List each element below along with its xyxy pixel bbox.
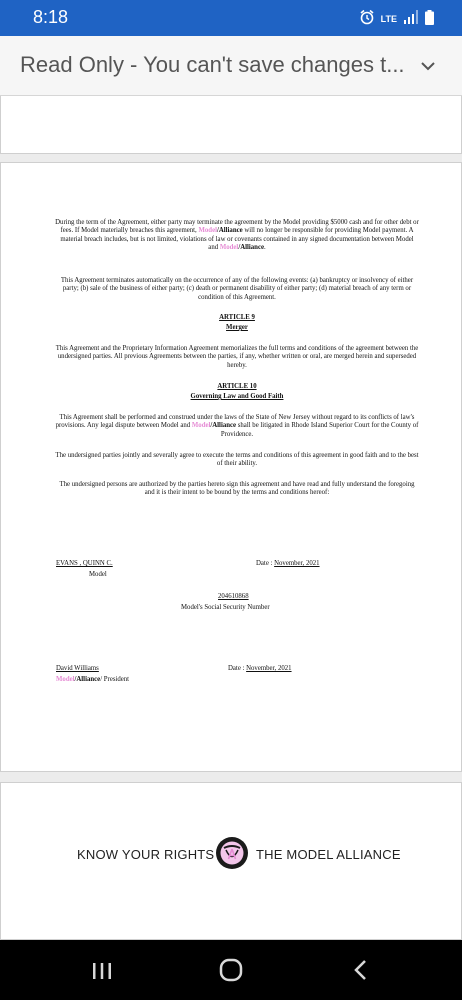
ssn-label: Model's Social Security Number [181,604,270,611]
read-only-message: Read Only - You can't save changes t... [20,52,405,77]
article-9-number: ARTICLE 9 [219,314,255,321]
model-alliance-logo-icon [216,837,248,869]
footer [1,835,462,871]
status-time: 8:18 [33,7,69,27]
recent-apps-icon[interactable] [82,954,122,986]
model-label: Model [191,422,211,430]
alarm-icon [359,9,375,30]
signature-2-date [228,665,292,673]
signal-icon [403,10,419,29]
signature-1-name: EVANS , QUINN C. [56,560,113,567]
article-10-number: ARTICLE 10 [217,383,257,390]
article-9-title: Merger [226,324,248,331]
lte-icon: LTE [380,14,397,24]
read-only-bar[interactable] [0,36,462,96]
document-page-footer [0,782,462,940]
date-value: November, 2021 [274,560,320,567]
governing-law-paragraph [55,414,419,439]
article-10-title: Governing Law and Good Faith [190,393,284,400]
date-label: Date : [256,560,275,567]
footer-right-text: THE MODEL ALLIANCE [256,847,401,862]
date-label: Date : [228,665,247,672]
authorization-paragraph: The undersigned persons are authorized by the parties hereto sign this agreement and have read and fully understand the foregoing and it is their intent to be bound by the terms and conditions hereof: [59,481,415,497]
auto-termination-paragraph: This Agreement terminates automatically on the occurrence of any of the following events: (a) bankruptcy or insolvency of either party; (b) sale of the business of either party; (c) death or permanent disability of either party; (d) material breach of any term or condition of this Agreement. [60,277,414,301]
date-value: November, 2021 [246,665,292,672]
para-text: will no longer be responsible for providing Model payment. A material breach includes, but is not limited, violations of law or covenants contained in any signed documentation between Model and [60,227,414,252]
merger-paragraph: This Agreement and the Proprietary Information Agreement memorializes the full terms and conditions of the agreement between the undersigned parties. All previous Agreements between the parties, if any, whether written or oral, are merged herein and superseded hereby. [55,345,419,369]
status-icons [359,9,434,30]
para-text: During the term of the Agreement, either party may terminate the agreement by the Model providing $5000 cash and for other debt or fees. If Model materially breaches this agreement, [55,219,419,235]
role-text: / President [100,676,130,683]
chevron-down-icon[interactable] [420,58,436,76]
alliance-label: /Alliance [216,227,243,235]
battery-icon [425,10,434,30]
alliance-label: /Alliance [238,244,264,252]
signature-1-date [256,560,320,568]
model-label: Model [56,676,75,683]
model-label: Model [219,244,239,252]
alliance-label: /Alliance [74,676,101,683]
alliance-label: /Alliance [210,422,237,430]
termination-paragraph [55,219,419,253]
signature-2-name: David Williams [56,665,99,672]
navigation-bar [0,940,462,1000]
status-bar [0,0,462,36]
document-page-previous [0,96,462,154]
good-faith-paragraph: The undersigned parties jointly and severally agree to execute the terms and conditions of this agreement in good faith and to the best of their ability. [55,452,419,468]
footer-left-text: KNOW YOUR RIGHTS [77,847,215,862]
para-text: This Agreement shall be performed and construed under the laws of the State of New Jersey without regard to its conflicts of law's provisions. Any legal dispute between Model and [55,414,415,430]
document-page [0,162,462,772]
signature-1-role: Model [89,571,107,578]
ssn-value: 204610868 [218,593,249,600]
home-icon[interactable] [211,954,251,986]
model-label: Model [198,227,217,235]
para-text: . [264,244,266,252]
signature-2-role [56,676,129,684]
para-text: shall be litigated in Rhode Island Superior Court for the County of Providence. [220,422,419,438]
back-icon[interactable] [341,954,381,986]
